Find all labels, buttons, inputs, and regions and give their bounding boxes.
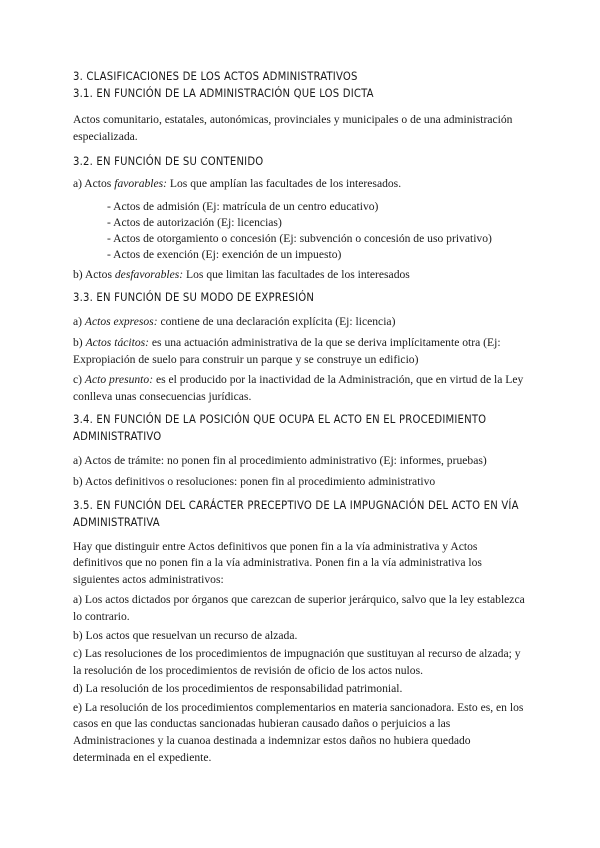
paragraph-tacitos: b) Actos tácitos: es una actuación administrativa de la que se deriva implícitamente otra (Ej: Expropiación de suelo para construir un parque y se construye un edificio): [73, 335, 501, 366]
paragraph-3-1: Actos comunitario, estatales, autonómicas, provinciales y municipales o de una administración especializada.: [73, 113, 513, 143]
paragraph-definitivos: b) Actos definitivos o resoluciones: ponen fin al procedimiento administrativo: [73, 474, 436, 488]
section-heading-3-1: 3.1. EN FUNCIÓN DE LA ADMINISTRACIÓN QUE LOS DICTA: [73, 87, 374, 100]
section-heading-3-4: 3.4. EN FUNCIÓN DE LA POSICIÓN QUE OCUPA EL ACTO EN EL PROCEDIMIENTO ADMINISTRATIVO: [73, 413, 487, 444]
term-presunto: Acto presunto:: [84, 373, 154, 387]
list-item: - Actos de autorización (Ej: licencias): [107, 215, 528, 231]
paragraph-3-5: Hay que distinguir entre Actos definitivos que ponen fin a la vía administrativa y Actos definitivos que no ponen fin a la vía administrativa. Ponen fin a la vía administrativa los siguientes actos administrativos:: [73, 539, 482, 586]
paragraph-3-5-b: b) Los actos que resuelvan un recurso de alzada.: [73, 628, 298, 642]
paragraph-3-5-c: c) Las resoluciones de los procedimientos de impugnación que sustituyan al recurso de alzada; y la resolución de los procedimientos de revisión de oficio de los actos nulos.: [73, 647, 521, 677]
section-heading-3-3: 3.3. EN FUNCIÓN DE SU MODO DE EXPRESIÓN: [73, 291, 315, 305]
section-heading-3-5: 3.5. EN FUNCIÓN DEL CARÁCTER PRECEPTIVO DE LA IMPUGNACIÓN DEL ACTO EN VÍA ADMINISTRATIVA: [73, 498, 519, 529]
list-item: - Actos de admisión (Ej: matrícula de un centro educativo): [107, 199, 528, 215]
section-heading-3: 3. CLASIFICACIONES DE LOS ACTOS ADMINISTRATIVOS: [73, 70, 358, 83]
paragraph-3-5-d: d) La resolución de los procedimientos de responsabilidad patrimonial.: [73, 682, 403, 696]
list-item: - Actos de otorgamiento o concesión (Ej: subvención o concesión de uso privativo): [107, 231, 528, 247]
section-heading-3-2: 3.2. EN FUNCIÓN DE SU CONTENIDO: [73, 155, 264, 169]
term-favorables: favorables:: [114, 177, 168, 191]
paragraph-3-5-e: e) La resolución de los procedimientos complementarios en materia sancionadora. Esto es, en los casos en que las conductas sancionadas hubieran causado daños o perjuicios a las Administraciones y la cuanoa destinada a indemnizar estos daños no hubiera quedado determinada en el expediente.: [73, 700, 524, 764]
favorables-list: [107, 199, 528, 263]
paragraph-expresos: a) Actos expresos: contiene de una declaración explícita (Ej: licencia): [73, 315, 396, 329]
paragraph-presunto: c) Acto presunto: es el producido por la inactividad de la Administración, que en virtud de la Ley conlleva unas consecuencias jurídicas.: [73, 373, 524, 403]
term-desfavorables: desfavorables:: [114, 267, 184, 281]
paragraph-desfavorables: b) Actos desfavorables: Los que limitan las facultades de los interesados: [73, 267, 410, 281]
term-tacitos: Actos tácitos:: [85, 335, 149, 349]
paragraph-favorables: a) Actos favorables: Los que amplían las facultades de los interesados.: [73, 177, 402, 191]
paragraph-tramite: a) Actos de trámite: no ponen fin al procedimiento administrativo (Ej: informes, pruebas): [73, 454, 487, 468]
paragraph-3-5-a: a) Los actos dictados por órganos que carezcan de superior jerárquico, salvo que la ley establezca lo contrario.: [73, 593, 525, 623]
document-page: [73, 68, 528, 766]
list-item: - Actos de exención (Ej: exención de un impuesto): [107, 247, 528, 263]
term-expresos: Actos expresos:: [84, 315, 158, 329]
